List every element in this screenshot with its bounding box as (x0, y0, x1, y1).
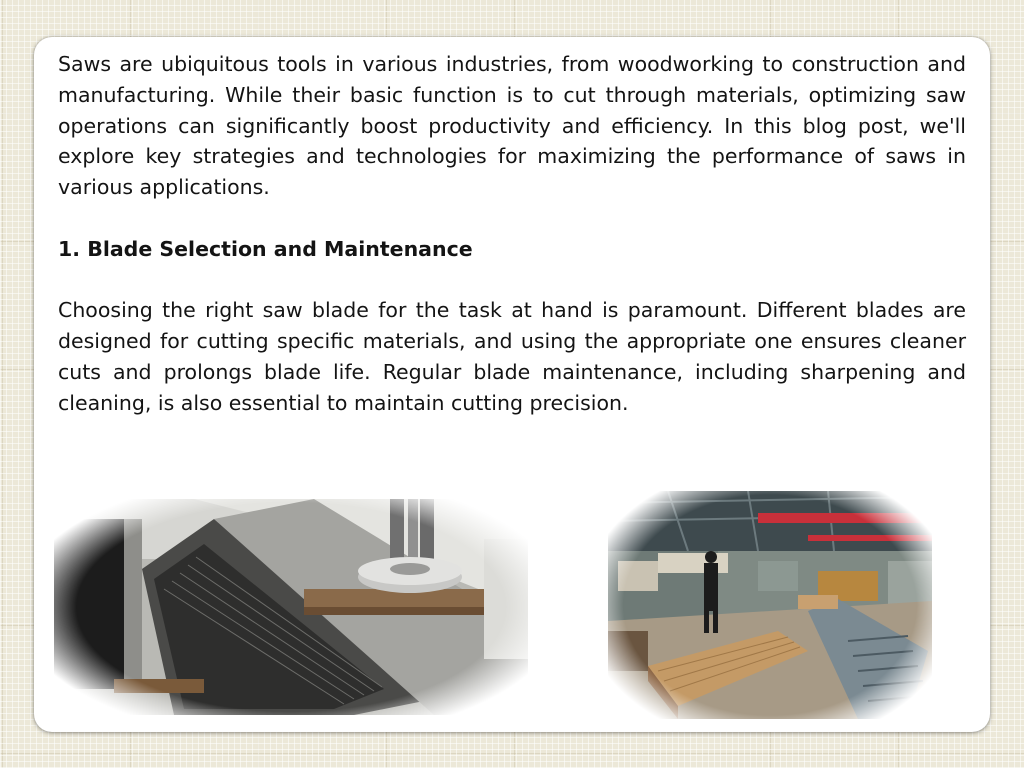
slide-card (34, 37, 990, 732)
saw-blade-closeup-photo (54, 499, 528, 715)
intro-paragraph: Saws are ubiquitous tools in various industries, from woodworking to construction and manufacturing. While their basic function is to cut through materials, optimizing saw operations can significantly boost productivity and efficiency. In this blog post, we'll explore key strategies and technologies for maximizing the performance of saws in various applications. (58, 52, 966, 200)
section-body: Choosing the right saw blade for the task at hand is paramount. Different blades are designed for cutting specific materials, and using the appropriate one ensures cleaner cuts and prolongs blade life. Regular blade maintenance, including sharpening and cleaning, is also essential to maintain cutting precision. (58, 298, 966, 415)
sawmill-factory-floor-photo (608, 491, 932, 719)
text-area (58, 49, 966, 419)
section-heading: 1. Blade Selection and Maintenance (58, 236, 473, 261)
